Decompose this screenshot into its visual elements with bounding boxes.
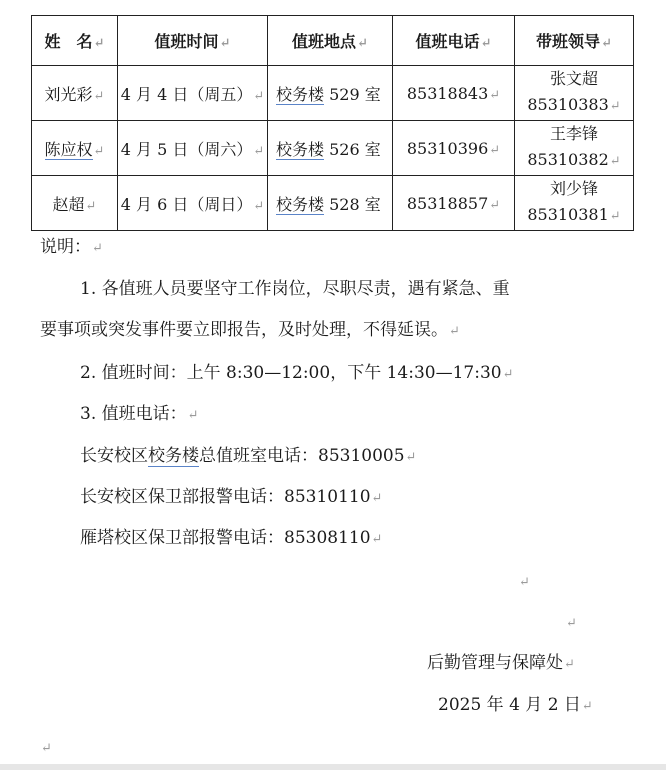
signature-department: 后勤管理与保障处↵ <box>427 653 575 673</box>
blank-paragraph-3: ↵ <box>41 741 52 756</box>
note-item-2: 2. 值班时间：上午 8:30—12:00，下午 14:30—17:30↵ <box>80 363 514 383</box>
note-item-1-line-2: 要事项或突发事件要立即报告，及时处理，不得延误。↵ <box>40 320 460 340</box>
cell-place: 校务楼 528 室 <box>268 176 393 231</box>
page-bottom-edge <box>0 764 666 770</box>
header-phone: 值班电话↵ <box>393 16 515 66</box>
table-header-row <box>32 16 634 66</box>
blank-paragraph-1: ↵ <box>519 575 530 590</box>
cell-phone: 85318857↵ <box>393 176 515 231</box>
table-row <box>32 176 634 231</box>
cell-time: 4 月 6 日（周日）↵ <box>118 176 268 231</box>
blank-paragraph-2: ↵ <box>566 616 577 631</box>
header-name: 姓 名↵ <box>32 16 118 66</box>
header-leader: 带班领导↵ <box>515 16 634 66</box>
note-item-1-line-1: 1. 各值班人员要坚守工作岗位，尽职尽责，遇有紧急、重 <box>80 279 510 299</box>
cell-name: 赵超↵ <box>32 176 118 231</box>
cell-phone: 85318843↵ <box>393 66 515 121</box>
duty-phone-line-1: 长安校区校务楼总值班室电话：85310005↵ <box>80 446 417 466</box>
header-place: 值班地点↵ <box>268 16 393 66</box>
cell-name: 陈应权↵ <box>32 121 118 176</box>
duty-phone-line-3: 雁塔校区保卫部报警电话：85308110↵ <box>80 528 383 548</box>
duty-table <box>31 15 634 231</box>
cell-place: 校务楼 529 室 <box>268 66 393 121</box>
table-row <box>32 121 634 176</box>
note-item-3: 3. 值班电话：↵ <box>80 404 199 424</box>
cell-time: 4 月 4 日（周五）↵ <box>118 66 268 121</box>
cell-leader: 王李锋 85310382↵ <box>515 121 634 176</box>
header-time: 值班时间↵ <box>118 16 268 66</box>
cell-place: 校务楼 526 室 <box>268 121 393 176</box>
notes-heading: 说明：↵ <box>40 237 103 257</box>
signature-date: 2025 年 4 月 2 日↵ <box>438 695 593 715</box>
table-row <box>32 66 634 121</box>
cell-time: 4 月 5 日（周六）↵ <box>118 121 268 176</box>
duty-phone-line-2: 长安校区保卫部报警电话：85310110↵ <box>80 487 383 507</box>
cell-leader: 刘少锋 85310381↵ <box>515 176 634 231</box>
cell-leader: 张文超 85310383↵ <box>515 66 634 121</box>
cell-name: 刘光彩↵ <box>32 66 118 121</box>
cell-phone: 85310396↵ <box>393 121 515 176</box>
